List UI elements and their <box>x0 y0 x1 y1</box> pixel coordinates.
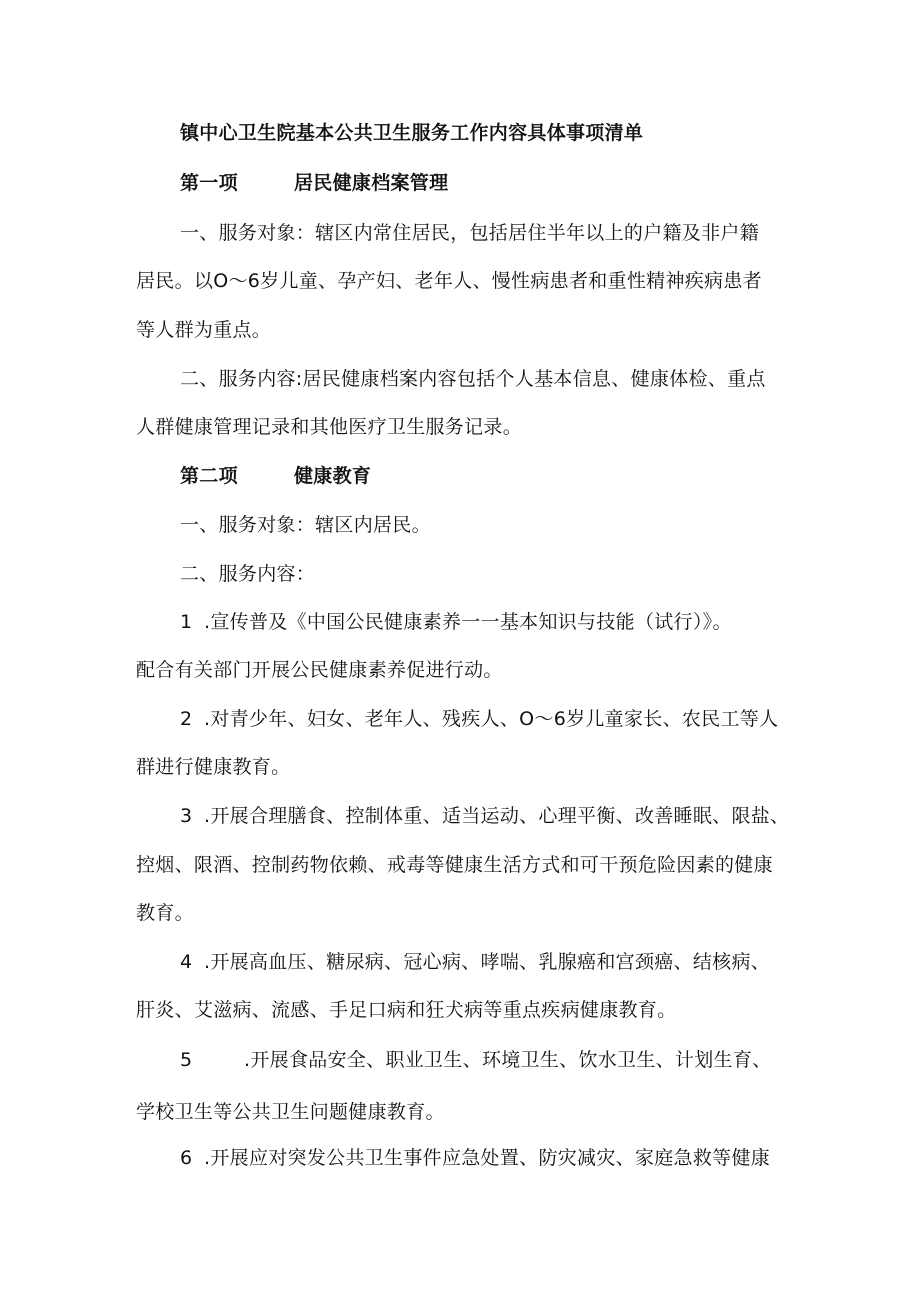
paragraph-line: 人群健康管理记录和其他医疗卫生服务记录。 <box>136 416 523 438</box>
item-1-name: 居民健康档案管理 <box>294 172 449 194</box>
paragraph-line: 群进行健康教育。 <box>136 756 291 778</box>
paragraph-line: 二、服务内容： <box>180 563 316 585</box>
item-1-number: 第一项 <box>180 172 238 194</box>
paragraph-line: 学校卫生等公共卫生问题健康教育。 <box>136 1101 445 1123</box>
paragraph-line: 一、服务对象：辖区内常住居民，包括居住半年以上的户籍及非户籍 <box>180 222 760 244</box>
list-number: 5 <box>180 1049 193 1071</box>
list-number: 3 <box>180 805 193 827</box>
list-number: 4 <box>180 951 193 973</box>
paragraph-line: .对青少年、妇女、老年人、残疾人、O〜6岁儿童家长、农民工等人 <box>204 708 779 730</box>
paragraph-line: 配合有关部门开展公民健康素养促进行动。 <box>136 659 503 681</box>
paragraph-line: 肝炎、艾滋病、流感、手足口病和狂犬病等重点疾病健康教育。 <box>136 999 677 1021</box>
paragraph-line: .宣传普及《中国公民健康素养一一基本知识与技能（试行）》。 <box>204 611 732 633</box>
paragraph-line: .开展食品安全、职业卫生、环境卫生、饮水卫生、计划生育、 <box>244 1049 772 1071</box>
paragraph-line: 一、服务对象：辖区内居民。 <box>180 514 431 536</box>
item-2-name: 健康教育 <box>294 465 372 487</box>
paragraph-line: 教育。 <box>136 902 194 924</box>
list-number: 2 <box>180 708 193 730</box>
list-number: 1 <box>180 611 193 633</box>
paragraph-line: 等人群为重点。 <box>136 319 272 341</box>
list-number: 6 <box>180 1147 193 1169</box>
paragraph-line: .开展高血压、糖尿病、冠心病、哮喘、乳腺癌和宫颈癌、结核病、 <box>204 951 771 973</box>
paragraph-line: .开展应对突发公共卫生事件应急处置、防灾减灾、家庭急救等健康 <box>204 1147 771 1169</box>
document-title: 镇中心卫生院基本公共卫生服务工作内容具体事项清单 <box>180 122 644 144</box>
paragraph-line: .开展合理膳食、控制体重、适当运动、心理平衡、改善睡眠、限盐、 <box>204 805 790 827</box>
paragraph-line: 二、服务内容:居民健康档案内容包括个人基本信息、健康体检、重点 <box>180 368 766 390</box>
paragraph-line: 居民。以O〜6岁儿童、孕产妇、老年人、慢性病患者和重性精神疾病患者 <box>136 270 762 292</box>
paragraph-line: 控烟、限酒、控制药物依赖、戒毒等健康生活方式和可干预危险因素的健康 <box>136 854 773 876</box>
item-2-number: 第二项 <box>180 465 238 487</box>
